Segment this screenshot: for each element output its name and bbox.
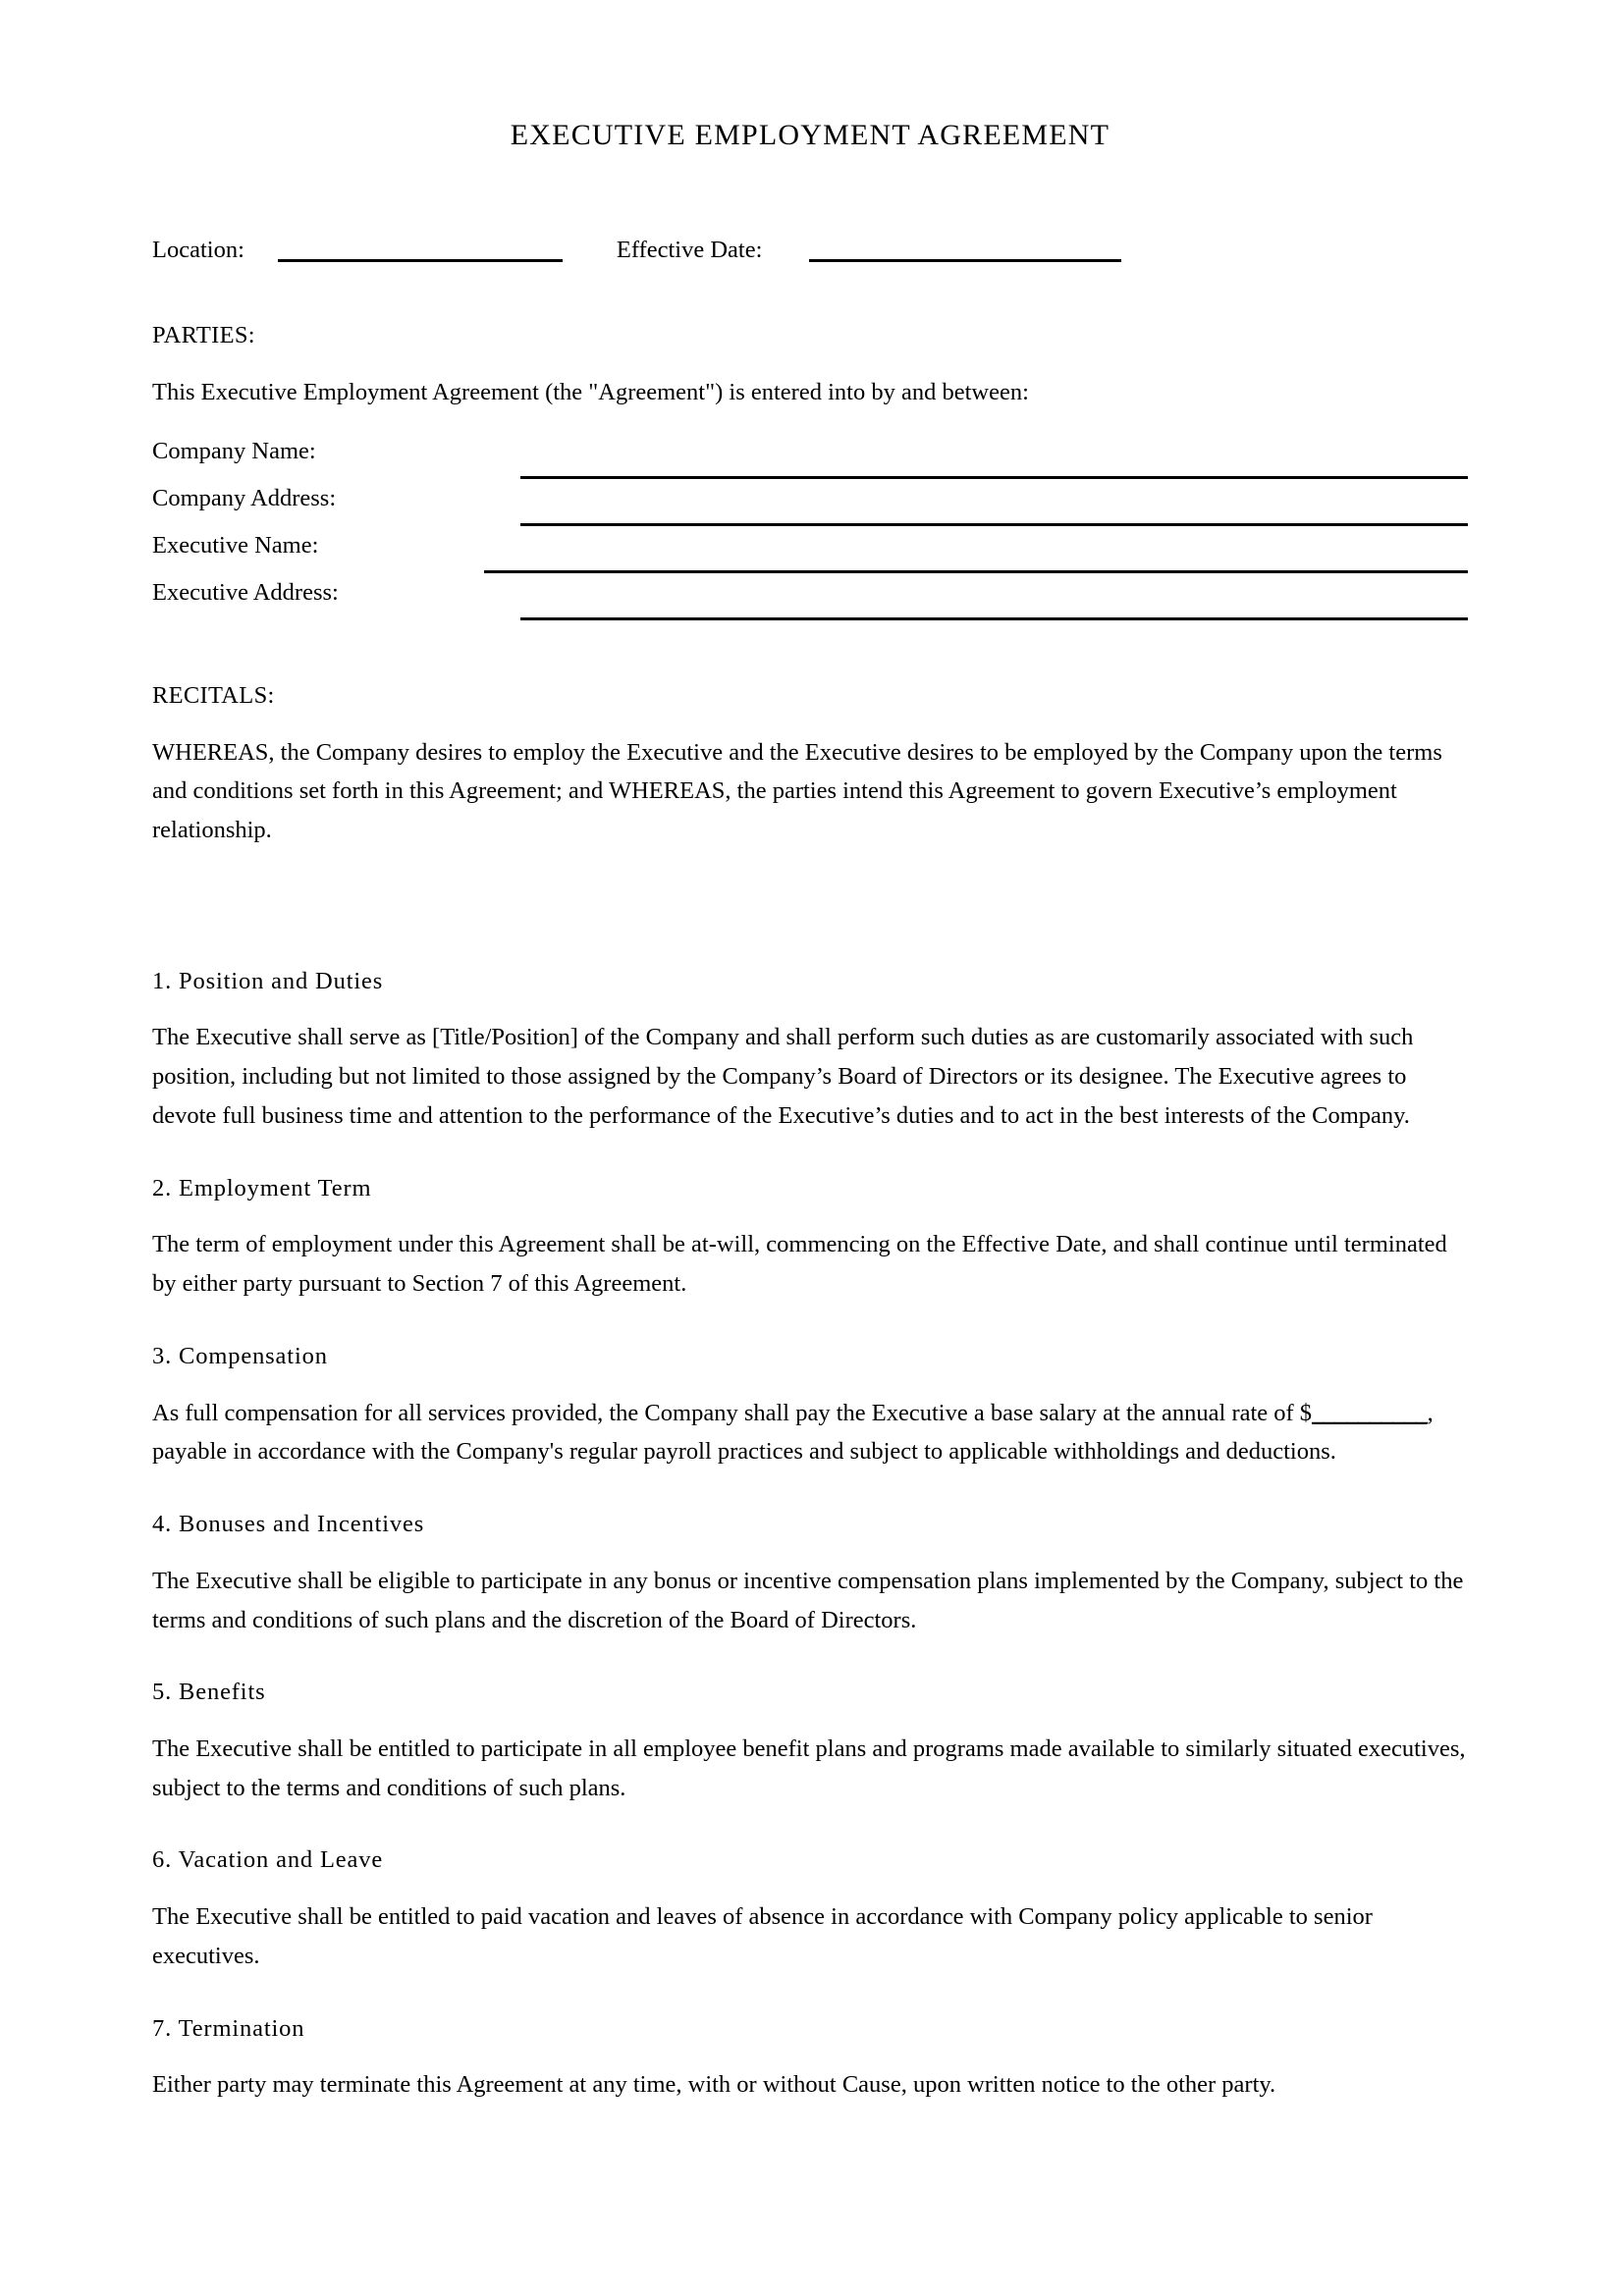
clause-list	[152, 966, 1468, 2106]
page-title: EXECUTIVE EMPLOYMENT AGREEMENT	[510, 119, 1110, 151]
clause-heading: 3. Compensation	[152, 1342, 328, 1369]
clause-heading: 2. Employment Term	[152, 1174, 372, 1201]
clause-body: Either party may terminate this Agreement at any time, with or without Cause, upon written notice to the other party.	[152, 2071, 1276, 2099]
clause-termination	[152, 2013, 1468, 2106]
clause-vacation-and-leave	[152, 1844, 1468, 1975]
parties-fields	[152, 438, 1468, 626]
field-executive-name	[152, 532, 1468, 579]
recitals-body: WHEREAS, the Company desires to employ the Executive and the Executive desires to be employed by the Company upon the terms and conditions set forth in this Agreement; and WHEREAS, the parties intend this Agreement to govern Executive’s employment relationship.	[152, 738, 1442, 843]
company-address-label: Company Address:	[152, 484, 337, 511]
executive-name-input-rule[interactable]	[484, 570, 1468, 573]
company-name-label: Company Name:	[152, 437, 316, 464]
clause-body: The Executive shall serve as [Title/Position] of the Company and shall perform such duties as are customarily associated with such position, including but not limited to those assigned by the Company’s Board of Directors or its designee. The Executive agrees to devote full business time and attention to the performance of the Executive’s duties and to act in the best interests of the Company.	[152, 1024, 1414, 1129]
executive-name-label: Executive Name:	[152, 531, 319, 559]
clause-body	[152, 1394, 1468, 1471]
clause-body: The Executive shall be entitled to participate in all employee benefit plans and programs made available to similarly situated executives, subject to the terms and conditions of such plans.	[152, 1735, 1466, 1801]
company-name-input-rule[interactable]	[520, 476, 1468, 479]
recitals-heading: RECITALS:	[152, 681, 275, 709]
clause-heading: 1. Position and Duties	[152, 967, 384, 994]
salary-blank[interactable]: __________	[1312, 1399, 1428, 1426]
clause-body: The Executive shall be entitled to paid vacation and leaves of absence in accordance with Company policy applicable to senior executives.	[152, 1903, 1373, 1969]
clause-body: The Executive shall be eligible to participate in any bonus or incentive compensation plans implemented by the Company, subject to the terms and conditions of such plans and the discretion of the Board of Directors.	[152, 1567, 1464, 1633]
clause-heading: 4. Bonuses and Incentives	[152, 1510, 425, 1537]
clause-position-and-duties	[152, 966, 1468, 1136]
document-content	[152, 0, 1468, 2142]
location-input-rule[interactable]	[278, 259, 563, 262]
clause-heading: 7. Termination	[152, 2014, 305, 2042]
location-label: Location:	[152, 237, 244, 263]
company-address-input-rule[interactable]	[520, 523, 1468, 526]
parties-heading: PARTIES:	[152, 322, 255, 349]
field-executive-address	[152, 579, 1468, 626]
clause-body-text-before-blank: As full compensation for all services provided, the Company shall pay the Executive a base salary at the annual rate of $	[152, 1399, 1313, 1426]
effective-date-input-rule[interactable]	[809, 259, 1121, 262]
parties-intro: This Executive Employment Agreement (the "Agreement") is entered into by and between:	[152, 379, 1029, 406]
clause-benefits	[152, 1677, 1468, 1807]
executive-address-input-rule[interactable]	[520, 617, 1468, 620]
clause-heading: 6. Vacation and Leave	[152, 1846, 384, 1874]
clause-bonuses-and-incentives	[152, 1509, 1468, 1639]
clause-body-text-after-blank: , payable in accordance with the Company's regular payroll practices and subject to applicable withholdings and deductions.	[152, 1399, 1434, 1466]
clause-body: The term of employment under this Agreement shall be at-will, commencing on the Effective Date, and shall continue until terminated by either party pursuant to Section 7 of this Agreement.	[152, 1231, 1447, 1298]
executive-address-label: Executive Address:	[152, 578, 339, 606]
field-company-address	[152, 485, 1468, 532]
clause-employment-term	[152, 1173, 1468, 1304]
document-meta-row	[152, 234, 1468, 266]
effective-date-label: Effective Date:	[616, 237, 763, 263]
clause-compensation	[152, 1341, 1468, 1471]
field-company-name	[152, 438, 1468, 485]
clause-heading: 5. Benefits	[152, 1679, 266, 1706]
